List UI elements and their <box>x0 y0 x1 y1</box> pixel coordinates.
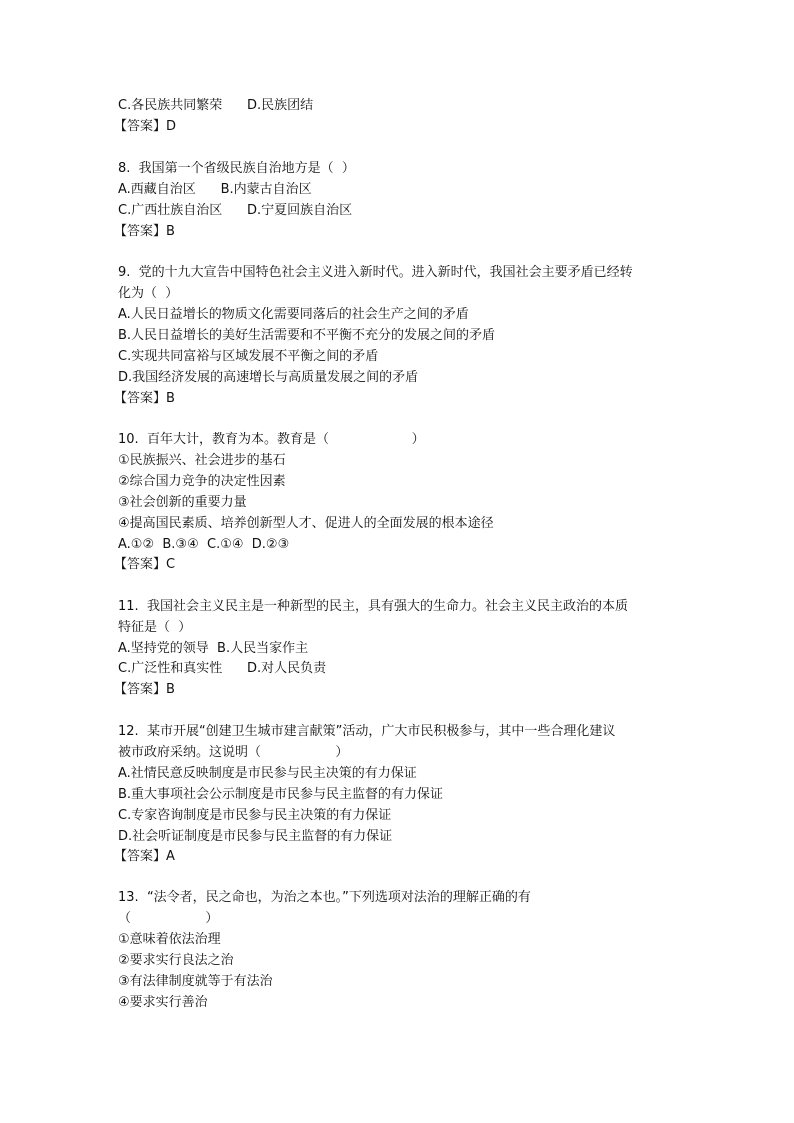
q7-options-cd: C.各民族共同繁荣 D.民族团结 <box>118 98 314 113</box>
q8-stem: 8. 我国第一个省级民族自治地方是（ ） <box>118 161 355 176</box>
q11-stem-line2: 特征是（ ） <box>118 620 192 635</box>
q12-option-c: C.专家咨询制度是市民参与民主决策的有力保证 <box>118 808 392 823</box>
q11-options-cd: C.广泛性和真实性 D.对人民负责 <box>118 661 327 676</box>
q9-option-a: A.人民日益增长的物质文化需要同落后的社会生产之间的矛盾 <box>118 307 469 322</box>
q8-options-cd: C.广西壮族自治区 D.宁夏回族自治区 <box>118 203 353 218</box>
q11-options-ab: A.坚持党的领导 B.人民当家作主 <box>118 641 309 656</box>
q13-item-2: ②要求实行良法之治 <box>118 953 234 968</box>
q11-stem-line1: 11. 我国社会主义民主是一种新型的民主，具有强大的生命力。社会主义民主政治的本质 <box>118 599 628 614</box>
q10-stem: 10. 百年大计，教育为本。教育是（ ） <box>118 432 425 447</box>
q10-options: A.①② B.③④ C.①④ D.②③ <box>118 537 290 552</box>
q13-item-4: ④要求实行善治 <box>118 995 208 1010</box>
q13-stem-line1: 13. “法令者，民之命也，为治之本也。”下列选项对法治的理解正确的有 <box>118 890 531 905</box>
q8-answer: 【答案】B <box>114 224 175 239</box>
q12-stem-line1: 12. 某市开展“创建卫生城市建言献策”活动，广大市民积极参与，其中一些合理化建议 <box>118 724 616 739</box>
q12-answer: 【答案】A <box>114 849 175 864</box>
q9-stem-line2: 化为（ ） <box>118 286 179 301</box>
q13-item-1: ①意味着依法治理 <box>118 932 221 947</box>
q12-stem-line2: 被市政府采纳。这说明（ ） <box>118 745 349 760</box>
q12-option-a: A.社情民意反映制度是市民参与民主决策的有力保证 <box>118 766 417 781</box>
q10-item-1: ①民族振兴、社会进步的基石 <box>118 453 286 468</box>
q10-answer: 【答案】C <box>114 557 176 572</box>
q13-stem-line2: （ ） <box>118 911 219 926</box>
q7-answer: 【答案】D <box>114 119 177 134</box>
q8-options-ab: A.西藏自治区 B.内蒙古自治区 <box>118 182 312 197</box>
q12-option-b: B.重大事项社会公示制度是市民参与民主监督的有力保证 <box>118 787 444 802</box>
q9-answer: 【答案】B <box>114 391 175 406</box>
q9-stem-line1: 9. 党的十九大宣告中国特色社会主义进入新时代。进入新时代，我国社会主要矛盾已经转 <box>118 265 633 280</box>
q9-option-d: D.我国经济发展的高速增长与高质量发展之间的矛盾 <box>118 370 419 385</box>
q12-option-d: D.社会听证制度是市民参与民主监督的有力保证 <box>118 829 393 844</box>
q10-item-3: ③社会创新的重要力量 <box>118 495 247 510</box>
q10-item-2: ②综合国力竞争的决定性因素 <box>118 474 286 489</box>
q9-option-b: B.人民日益增长的美好生活需要和不平衡不充分的发展之间的矛盾 <box>118 328 496 343</box>
q9-option-c: C.实现共同富裕与区域发展不平衡之间的矛盾 <box>118 349 379 364</box>
q11-answer: 【答案】B <box>114 682 175 697</box>
q13-item-3: ③有法律制度就等于有法治 <box>118 974 273 989</box>
q10-item-4: ④提高国民素质、培养创新型人才、促进人的全面发展的根本途径 <box>118 516 494 531</box>
